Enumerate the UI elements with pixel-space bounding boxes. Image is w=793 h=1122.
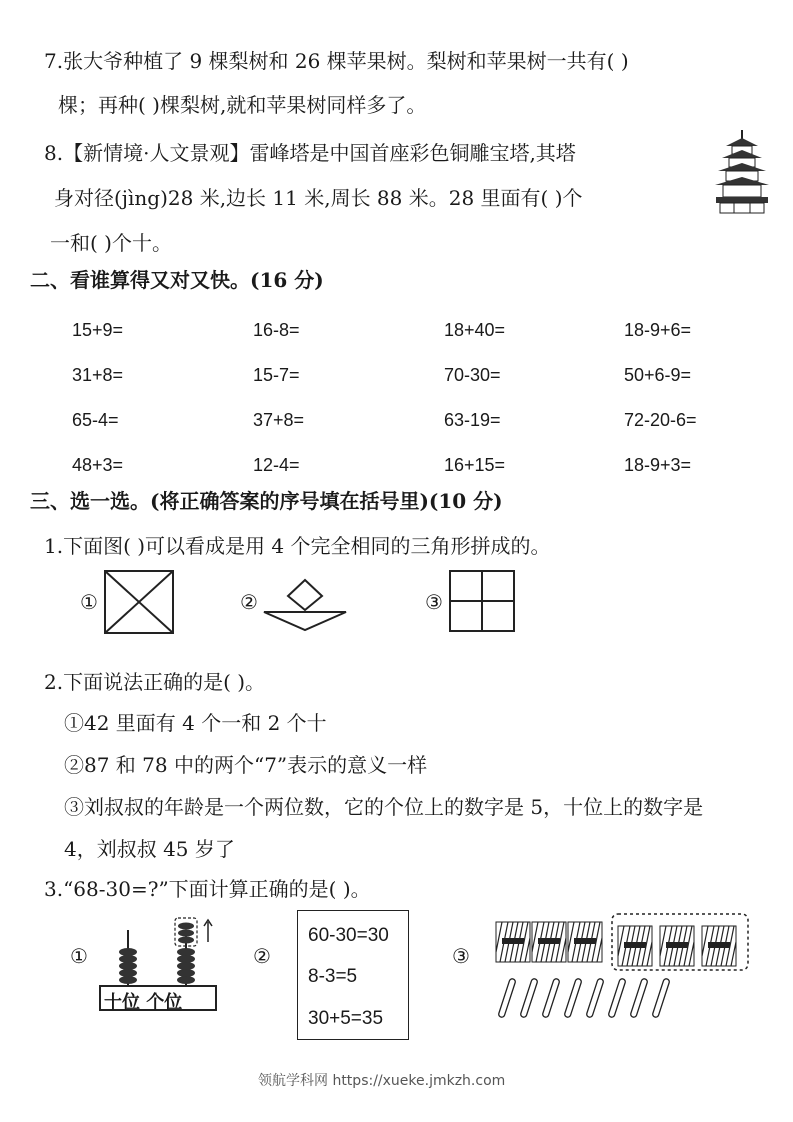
- calc-line: 30+5=35: [308, 1008, 384, 1029]
- s3-q2-option3a: ③刘叔叔的年龄是一个两位数，它的个位上的数字是 5，十位上的数字是: [64, 795, 704, 819]
- footer-watermark: 领航学科网 https://xueke.jmkzh.com: [258, 1073, 506, 1089]
- section3-title: 三、选一选。(将正确答案的序号填在括号里)(10 分): [30, 489, 503, 513]
- calc-problem: 65-4=: [72, 410, 119, 430]
- calc-problem: 48+3=: [72, 455, 124, 475]
- calc-problem: 18+40=: [444, 320, 506, 340]
- option-label-1: ①: [70, 944, 88, 968]
- calc-problem: 63-19=: [444, 410, 501, 430]
- option-label-2: ②: [253, 944, 271, 968]
- s3-q2-option3b: 4，刘叔叔 45 岁了: [64, 837, 235, 861]
- calc-problem: 50+6-9=: [624, 365, 692, 385]
- square-quadrants-figure: [449, 570, 515, 632]
- option-label-2: ②: [240, 590, 258, 614]
- calc-line: 8-3=5: [308, 966, 358, 987]
- section2-title: 二、看谁算得又对又快。(16 分): [30, 268, 324, 292]
- calc-problem: 16-8=: [253, 320, 300, 340]
- calc-line: 60-30=30: [308, 925, 389, 946]
- s3-q2-text: 2.下面说法正确的是( )。: [44, 670, 266, 694]
- q8-line1: 8.【新情境·人文景观】雷峰塔是中国首座彩色铜雕宝塔,其塔: [44, 141, 576, 165]
- calc-problem: 12-4=: [253, 455, 300, 475]
- pagoda-icon: [712, 130, 772, 214]
- calc-problem: 18-9+6=: [624, 320, 692, 340]
- option-label-3: ③: [425, 590, 443, 614]
- stick-bundles-figure: [492, 912, 752, 1024]
- calc-problem: 15+9=: [72, 320, 124, 340]
- calc-problem: 18-9+3=: [624, 455, 692, 475]
- calc-problem: 72-20-6=: [624, 410, 697, 430]
- q7-line1: 7.张大爷种植了 9 棵梨树和 26 棵苹果树。梨树和苹果树一共有( ): [44, 49, 629, 73]
- abacus-label: 十位 个位: [104, 992, 183, 1013]
- option-label-3: ③: [452, 944, 470, 968]
- q8-line3: 一和( )个十。: [50, 231, 172, 255]
- calculation-box: [297, 910, 409, 1040]
- square-diagonals-figure: [104, 570, 174, 634]
- calc-problem: 15-7=: [253, 365, 300, 385]
- s3-q3-text: 3.“68-30=?”下面计算正确的是( )。: [44, 877, 371, 901]
- diamond-triangle-figure: [262, 578, 348, 632]
- calc-problem: 37+8=: [253, 410, 305, 430]
- s3-q2-option1: ①42 里面有 4 个一和 2 个十: [64, 711, 327, 735]
- q8-line2: 身对径(jìng)28 米,边长 11 米,周长 88 米。28 里面有( )个: [54, 186, 583, 210]
- calc-problem: 31+8=: [72, 365, 124, 385]
- calc-problem: 16+15=: [444, 455, 506, 475]
- q7-line2: 棵；再种( )棵梨树,就和苹果树同样多了。: [58, 93, 427, 117]
- calc-problem: 70-30=: [444, 365, 501, 385]
- option-label-1: ①: [80, 590, 98, 614]
- s3-q1-text: 1.下面图( )可以看成是用 4 个完全相同的三角形拼成的。: [44, 534, 551, 558]
- s3-q2-option2: ②87 和 78 中的两个“7”表示的意义一样: [64, 753, 428, 777]
